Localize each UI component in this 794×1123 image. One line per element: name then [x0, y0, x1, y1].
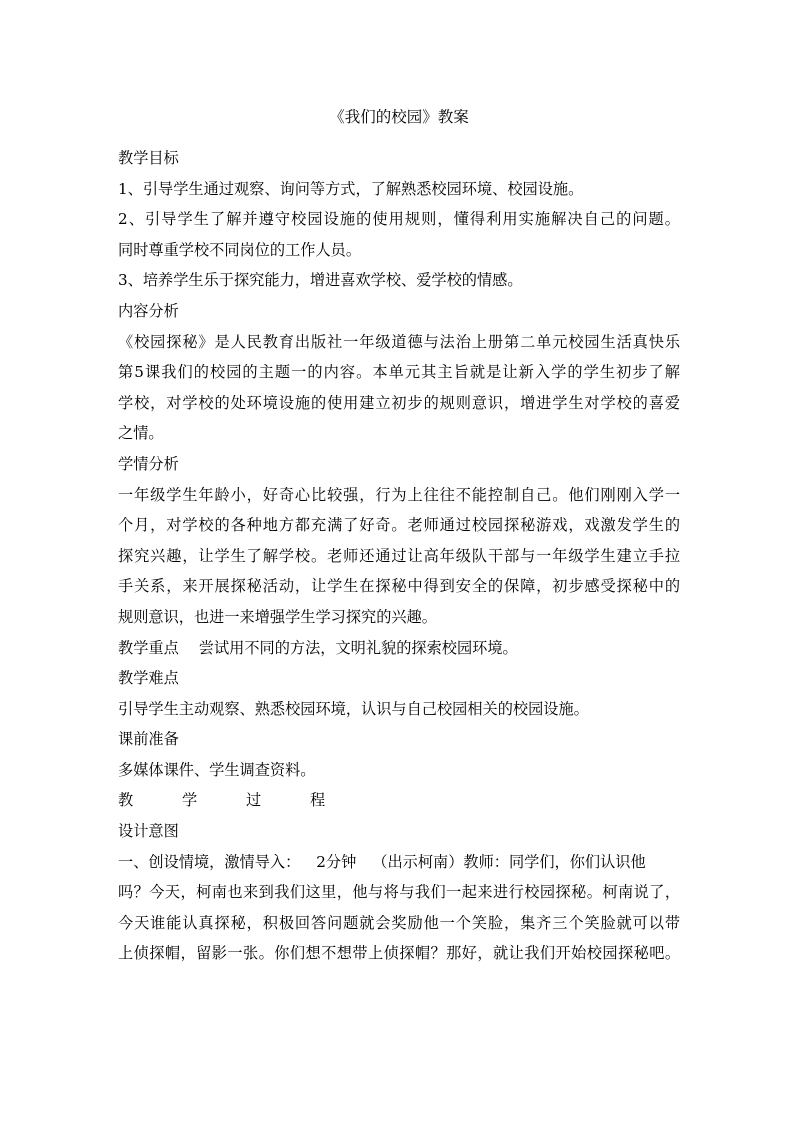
- focus-row: [118, 633, 680, 664]
- content-line: 第5课我们的校园的主题一的内容。本单元其主旨就是让新入学的学生初步了解: [118, 363, 680, 382]
- learner-line: 个月，对学校的各种地方都充满了好奇。老师通过校园探秘游戏，戏激发学生的: [118, 516, 680, 535]
- objective-2-line-2: 同时尊重学校不同岗位的工作人员。: [118, 240, 361, 259]
- process-char: 程: [310, 791, 326, 810]
- content-line: 学校，对学校的处环境设施的使用建立初步的规则意识，增进学生对学校的喜爱: [118, 393, 680, 412]
- document-title: 《我们的校园》教案: [329, 108, 469, 126]
- learner-line: 规则意识，也进一来增强学生学习探究的兴趣。: [118, 607, 437, 626]
- content-line: 之情。: [118, 424, 164, 443]
- content-heading: 内容分析: [118, 301, 179, 320]
- objectives-heading: 教学目标: [118, 149, 179, 167]
- document-body: [118, 143, 680, 969]
- difficulty-heading: 教学难点: [118, 669, 179, 688]
- step-1-first: （出示柯南）教师：同学们，你们认识他: [372, 852, 646, 871]
- step-1-time: 2分钟: [316, 852, 357, 871]
- focus-label: 教学重点: [118, 638, 179, 657]
- objective-2-line-1: 2、引导学生了解并遵守校园设施的使用规则，懂得利用实施解决自己的问题。: [118, 210, 680, 229]
- prep-text: 多媒体课件、学生调查资料。: [118, 760, 316, 779]
- step-1-line: 上侦探帽，留影一张。你们想不想带上侦探帽？那好，就让我们开始校园探秘吧。: [118, 944, 680, 963]
- process-char: 学: [182, 791, 198, 810]
- learner-heading: 学情分析: [118, 454, 179, 473]
- objective-3: 3、培养学生乐于探究能力，增进喜欢学校、爱学校的情感。: [118, 271, 523, 290]
- step-1-line: 今天谁能认真探秘，积极回答问题就会奖励他一个笑脸，集齐三个笑脸就可以带: [118, 913, 680, 932]
- learner-line: 一年级学生年龄小，好奇心比较强，行为上往往不能控制自己。他们刚刚入学一: [118, 485, 680, 504]
- prep-heading: 课前准备: [118, 730, 179, 749]
- difficulty-text: 引导学生主动观察、熟悉校园环境，认识与自己校园相关的校园设施。: [118, 699, 589, 718]
- learner-line: 手关系，来开展探秘活动，让学生在探秘中得到安全的保障，初步感受探秘中的: [118, 577, 680, 596]
- process-char: 教: [118, 791, 134, 810]
- step-1-label: 一、创设情境，激情导入：: [118, 852, 301, 871]
- focus-text: 尝试用不同的方法，文明礼貌的探索校园环境。: [198, 638, 518, 657]
- process-heading: [118, 785, 680, 816]
- process-char: 过: [246, 791, 262, 810]
- step-1-line: 吗？今天，柯南也来到我们这里，他与将与我们一起来进行校园探秘。柯南说了，: [118, 883, 680, 902]
- content-line: 《校园探秘》是人民教育出版社一年级道德与法治上册第二单元校园生活真快乐: [118, 332, 680, 351]
- design-heading: 设计意图: [118, 822, 179, 841]
- objective-1: 1、引导学生通过观察、询问等方式，了解熟悉校园环境、校园设施。: [118, 179, 584, 198]
- learner-line: 探究兴趣，让学生了解学校。老师还通过让高年级队干部与一年级学生建立手拉: [118, 546, 680, 565]
- step-1-row: [118, 847, 680, 878]
